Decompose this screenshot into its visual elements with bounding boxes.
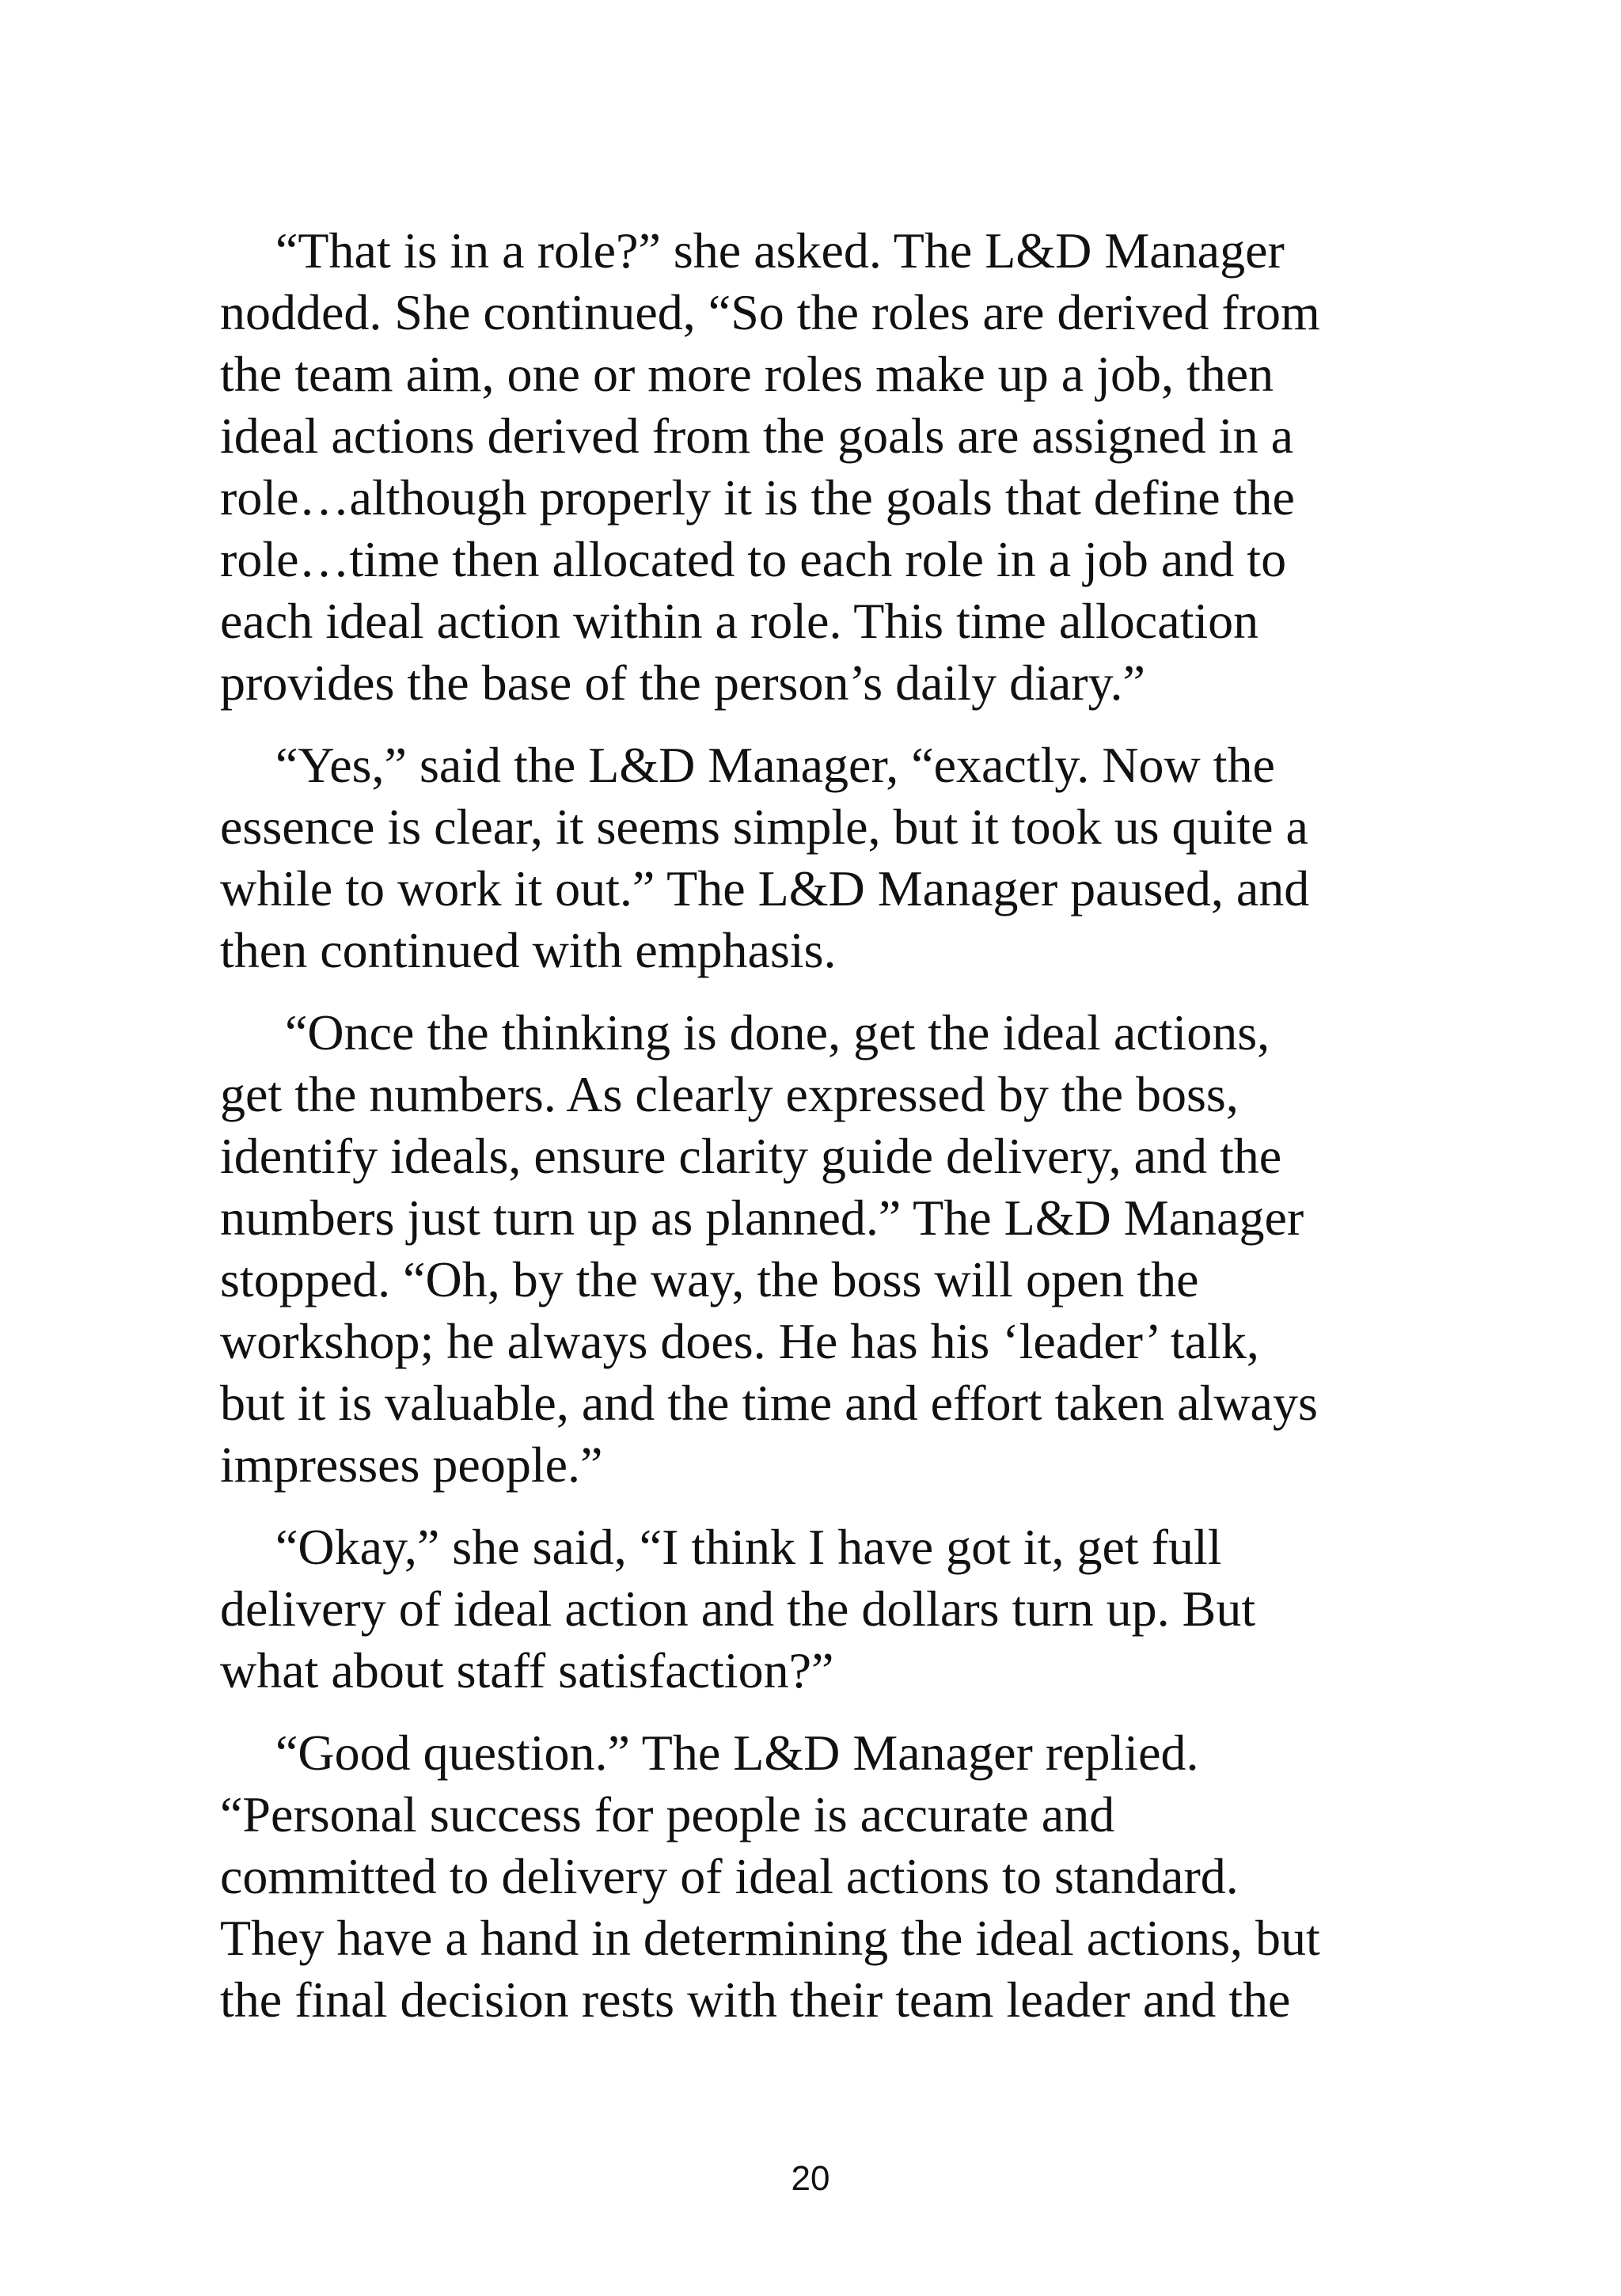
text-line: numbers just turn up as planned.” The L&D Manager <box>220 1190 1304 1246</box>
paragraph-1 <box>220 220 1423 714</box>
text-line: “Okay,” she said, “I think I have got it, get full <box>275 1519 1222 1575</box>
text-line: nodded. She continued, “So the roles are derived from <box>220 284 1320 340</box>
page-number: 20 <box>791 2159 830 2198</box>
text-line: They have a hand in determining the ideal actions, but <box>220 1910 1320 1966</box>
text-line: ideal actions derived from the goals are assigned in a <box>220 408 1293 464</box>
text-line: delivery of ideal action and the dollars turn up. But <box>220 1581 1256 1637</box>
text-line: what about staff satisfaction?” <box>220 1642 834 1698</box>
text-line: “Personal success for people is accurate and <box>220 1786 1115 1842</box>
paragraph-4 <box>220 1516 1423 1702</box>
text-line: essence is clear, it seems simple, but it took us quite a <box>220 799 1308 855</box>
text-line: “That is in a role?” she asked. The L&D Manager <box>275 222 1285 279</box>
text-line: the final decision rests with their team leader and the <box>220 1972 1291 2028</box>
text-line: “Once the thinking is done, get the ideal actions, <box>285 1004 1270 1061</box>
text-line: impresses people.” <box>220 1436 603 1493</box>
text-line: committed to delivery of ideal actions to standard. <box>220 1848 1239 1904</box>
paragraph-3 <box>220 1002 1423 1496</box>
text-line: get the numbers. As clearly expressed by the boss, <box>220 1066 1239 1122</box>
text-line: “Good question.” The L&D Manager replied. <box>275 1725 1199 1781</box>
text-line: each ideal action within a role. This time allocation <box>220 593 1259 649</box>
text-line: “Yes,” said the L&D Manager, “exactly. Now the <box>275 737 1275 793</box>
paragraph-5 <box>220 1722 1423 2031</box>
body-text <box>220 220 1423 2051</box>
text-line: role…time then allocated to each role in a job and to <box>220 531 1287 587</box>
text-line: stopped. “Oh, by the way, the boss will open the <box>220 1251 1199 1307</box>
text-line: role…although properly it is the goals that define the <box>220 469 1295 526</box>
text-line: while to work it out.” The L&D Manager paused, and <box>220 860 1310 917</box>
text-line: but it is valuable, and the time and effort taken always <box>220 1375 1318 1431</box>
text-line: then continued with emphasis. <box>220 922 837 978</box>
text-line: identify ideals, ensure clarity guide delivery, and the <box>220 1128 1282 1184</box>
paragraph-2 <box>220 734 1423 981</box>
text-line: the team aim, one or more roles make up a job, then <box>220 346 1274 402</box>
text-line: workshop; he always does. He has his ‘leader’ talk, <box>220 1313 1259 1369</box>
text-line: provides the base of the person’s daily diary.” <box>220 655 1145 711</box>
